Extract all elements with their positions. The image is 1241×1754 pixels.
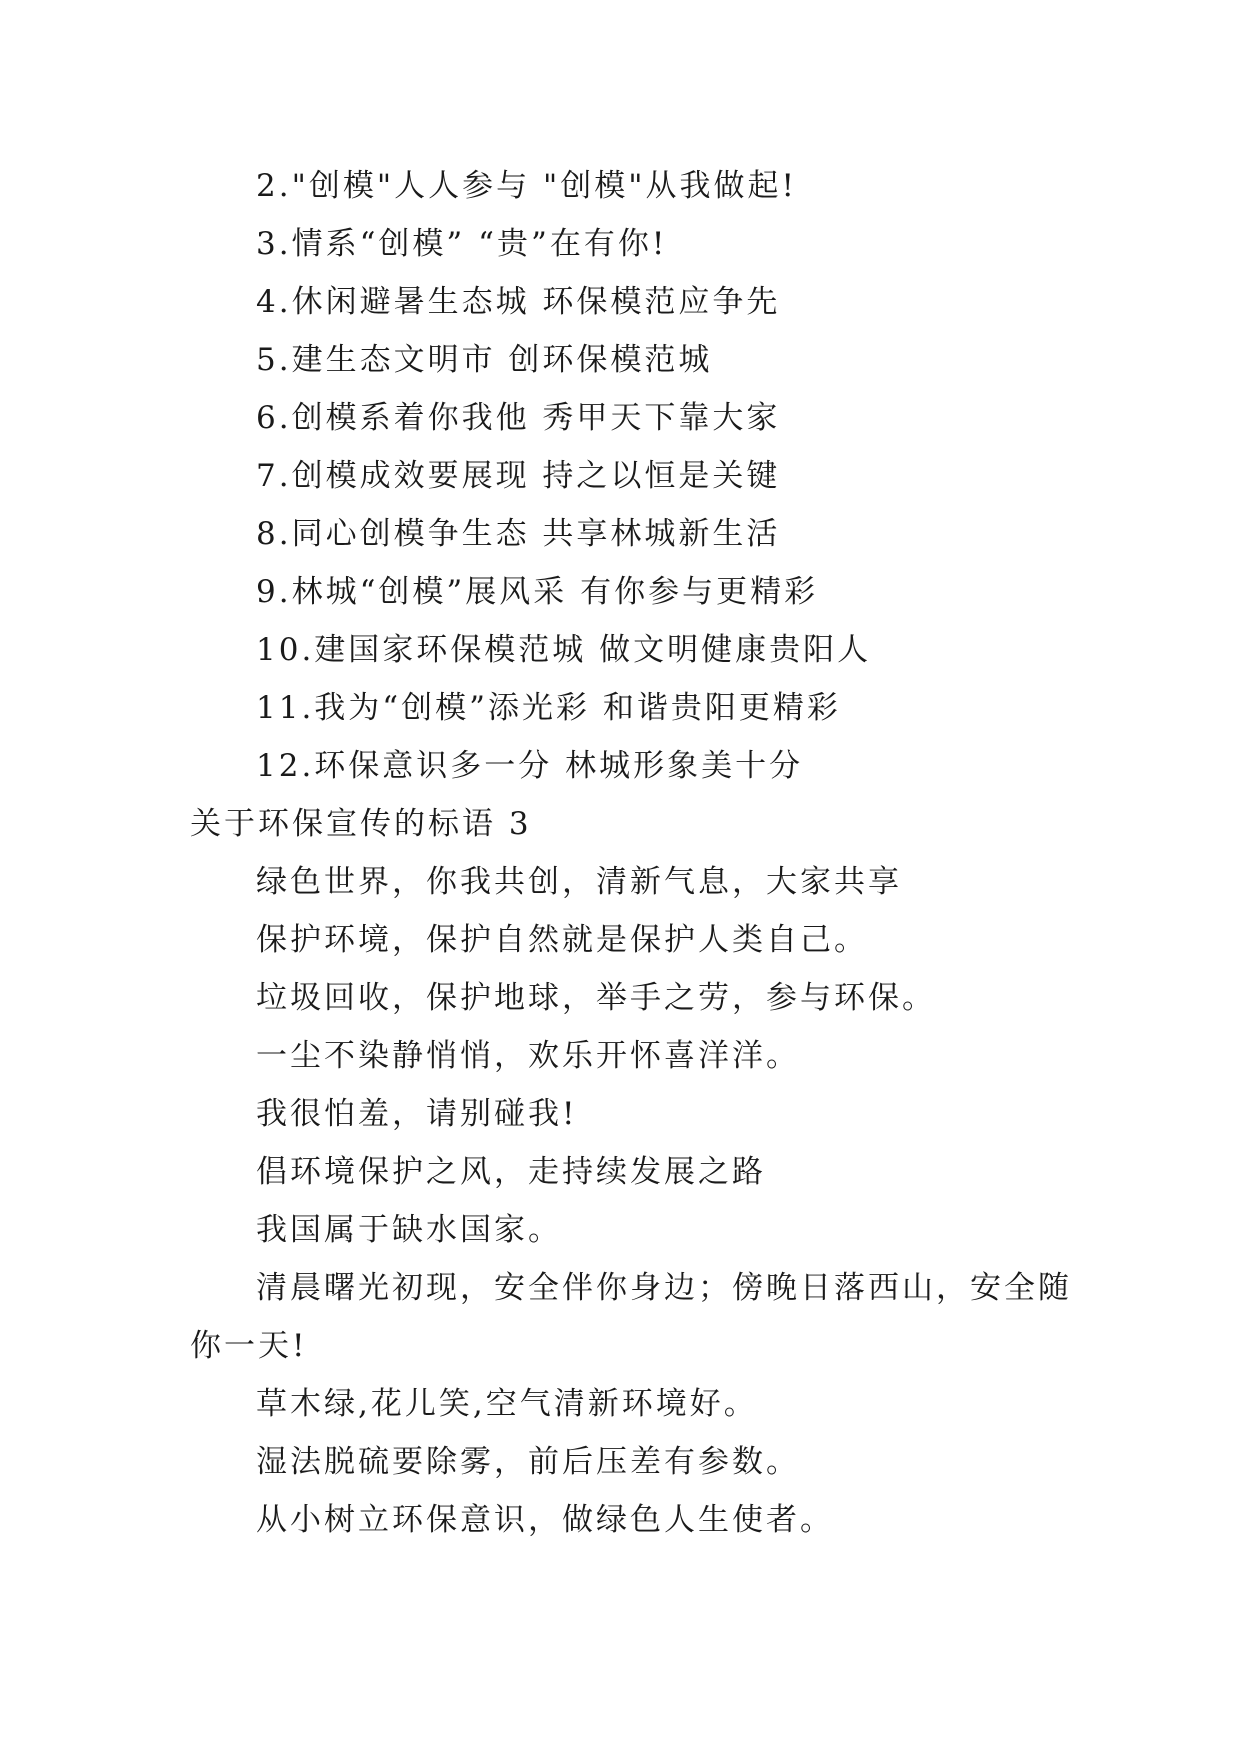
slogan-line: 清晨曙光初现，安全伴你身边；傍晚日落西山，安全随 [256, 1270, 1072, 1306]
slogan-line: 保护环境，保护自然就是保护人类自己。 [256, 922, 868, 958]
list-item: 7.创模成效要展现 持之以恒是关键 [256, 458, 781, 494]
slogan-line: 草木绿,花儿笑,空气清新环境好。 [256, 1386, 758, 1422]
slogan-line: 倡环境保护之风，走持续发展之路 [256, 1154, 766, 1190]
list-item: 12.环保意识多一分 林城形象美十分 [256, 748, 804, 784]
list-item: 8.同心创模争生态 共享林城新生活 [256, 516, 781, 552]
slogan-line: 从小树立环保意识，做绿色人生使者。 [256, 1502, 834, 1538]
slogan-line-continuation: 你一天! [190, 1328, 308, 1364]
list-item: 6.创模系着你我他 秀甲天下靠大家 [256, 400, 781, 436]
list-item: 2."创模"人人参与 "创模"从我做起! [256, 168, 797, 204]
list-item: 9.林城“创模”展风采 有你参与更精彩 [256, 574, 819, 610]
list-item: 5.建生态文明市 创环保模范城 [256, 342, 713, 378]
list-item: 3.情系“创模” “贵”在有你! [256, 226, 668, 262]
list-item: 4.休闲避暑生态城 环保模范应争先 [256, 284, 781, 320]
slogan-line: 一尘不染静悄悄，欢乐开怀喜洋洋。 [256, 1038, 800, 1074]
list-item: 11.我为“创模”添光彩 和谐贵阳更精彩 [256, 690, 841, 726]
slogan-line: 垃圾回收，保护地球，举手之劳，参与环保。 [256, 980, 936, 1016]
slogan-line: 湿法脱硫要除雾，前后压差有参数。 [256, 1444, 800, 1480]
slogan-line: 我很怕羞，请别碰我! [256, 1096, 578, 1132]
section-heading: 关于环保宣传的标语 3 [190, 806, 532, 842]
slogan-line: 绿色世界，你我共创，清新气息，大家共享 [256, 864, 902, 900]
list-item: 10.建国家环保模范城 做文明健康贵阳人 [256, 632, 872, 668]
slogan-line: 我国属于缺水国家。 [256, 1212, 562, 1248]
